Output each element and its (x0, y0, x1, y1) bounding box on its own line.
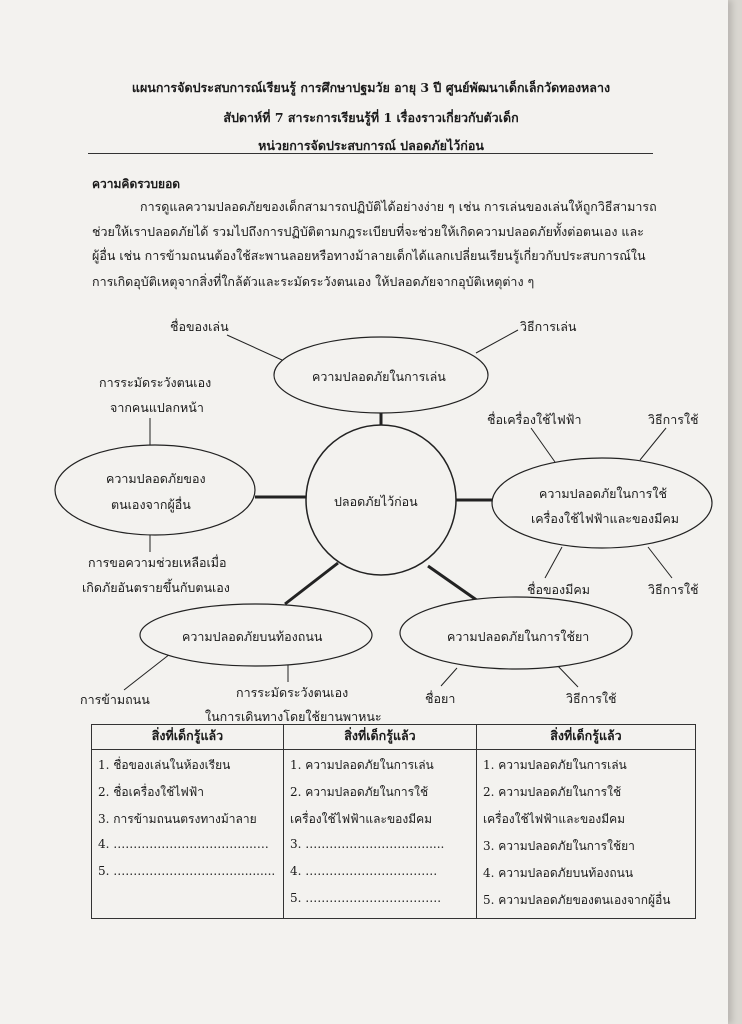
self-title-2: ตนเองจากผู้อื่น (111, 497, 191, 512)
concept-line-3: ผู้อื่น เช่น การข้ามถนนต้องใช้สะพานลอยหรือทางม้าลายเด็กได้แลกเปลี่ยนเรียนรู้เกี่ยวกับประสบการณ์ใน (92, 248, 646, 263)
self-top-1: การระมัดระวังตนเอง (99, 375, 212, 390)
list-item: เครื่องใช้ไฟฟ้าและของมีคม (290, 812, 433, 826)
spoke-elec-1 (531, 428, 555, 462)
list-item: 4. ความปลอดภัยบนท้องถนน (483, 866, 634, 880)
header-line-1: แผนการจัดประสบการณ์เรียนรู้ การศึกษาปฐมวัย อายุ 3 ปี ศูนย์พัฒนาเด็กเล็กวัดทองหลาง (131, 80, 611, 95)
connector-road (285, 563, 338, 604)
table-header-3: สิ่งที่เด็กรู้แล้ว (477, 725, 696, 750)
list-item: 1. ความปลอดภัยในการเล่น (483, 758, 627, 772)
spoke-play-1 (227, 335, 282, 360)
list-item: 2. ความปลอดภัยในการใช้ (483, 785, 622, 799)
road-sub-2b: ในการเดินทางโดยใช้ยานพาหนะ (205, 709, 382, 724)
play-sub-2: วิธีการเล่น (520, 319, 577, 334)
list-item: 4. …………………………… (290, 864, 438, 878)
list-item: 5. ความปลอดภัยของตนเองจากผู้อื่น (483, 893, 671, 907)
self-bot-1: การขอความช่วยเหลือเมื่อ (88, 555, 227, 570)
knowledge-table (91, 724, 696, 919)
spoke-road-1 (124, 654, 170, 690)
road-sub-2a: การระมัดระวังตนเอง (236, 685, 349, 700)
concept-line-1: การดูแลความปลอดภัยของเด็กสามารถปฏิบัติได้อย่างง่าย ๆ เช่น การเล่นของเล่นให้ถูกวิธีสามารถ (140, 199, 657, 214)
concept-title: ความคิดรวบยอด (92, 177, 181, 191)
spoke-elec-4 (648, 547, 672, 578)
road-sub-1: การข้ามถนน (80, 692, 150, 707)
concept-line-4: การเกิดอุบัติเหตุจากสิ่งที่ใกล้ตัวและระมัดระวังตนเอง ให้ปลอดภัยจากอุบัติเหตุต่าง ๆ (92, 274, 535, 289)
list-item: 3. …………………………..... (290, 837, 445, 851)
electric-sub-3: ชื่อของมีคม (527, 582, 590, 597)
table-header-1: สิ่งที่เด็กรู้แล้ว (92, 725, 284, 750)
list-item: 5. …………………………........... (98, 864, 276, 878)
play-title: ความปลอดภัยในการเล่น (312, 369, 446, 384)
table-header-2: สิ่งที่เด็กรู้แล้ว (284, 725, 477, 750)
header-line-2: สัปดาห์ที่ 7 สาระการเรียนรู้ที่ 1 เรื่องราวเกี่ยวกับตัวเด็ก (223, 110, 519, 125)
road-title: ความปลอดภัยบนท้องถนน (182, 629, 323, 644)
table-col-1 (92, 750, 284, 919)
medicine-sub-2: วิธีการใช้ (566, 691, 617, 706)
self-bot-2: เกิดภัยอันตรายขึ้นกับตนเอง (82, 580, 230, 595)
concept-line-2: ช่วยให้เราปลอดภัยได้ รวมไปถึงการปฏิบัติตามกฎระเบียบที่จะช่วยให้เกิดความปลอดภัยทั้งต่อตนเอง และ (92, 224, 644, 239)
connector-medicine (428, 566, 478, 601)
header-line-3: หน่วยการจัดประสบการณ์ ปลอดภัยไว้ก่อน (258, 138, 484, 153)
electric-sub-4: วิธีการใช้ (648, 582, 699, 597)
table-row (92, 750, 696, 919)
table-col-3 (477, 750, 696, 919)
self-top-2: จากคนแปลกหน้า (110, 400, 204, 415)
electric-title-2: เครื่องใช้ไฟฟ้าและของมีคม (531, 511, 679, 526)
self-title-1: ความปลอดภัยของ (106, 471, 206, 486)
electric-title-1: ความปลอดภัยในการใช้ (539, 486, 667, 501)
list-item: 2. ชื่อเครื่องใช้ไฟฟ้า (98, 785, 205, 799)
center-label: ปลอดภัยไว้ก่อน (334, 494, 418, 509)
medicine-title: ความปลอดภัยในการใช้ยา (447, 629, 590, 644)
spoke-play-2 (476, 330, 518, 353)
list-item: 3. การข้ามถนนตรงทางม้าลาย (98, 812, 257, 826)
table-header-row (92, 725, 696, 750)
list-item: 2. ความปลอดภัยในการใช้ (290, 785, 429, 799)
list-item: 1. ชื่อของเล่นในห้องเรียน (98, 758, 231, 772)
medicine-sub-1: ชื่อยา (425, 691, 456, 706)
spoke-elec-2 (640, 428, 666, 460)
list-item: 1. ความปลอดภัยในการเล่น (290, 758, 434, 772)
table-col-2 (284, 750, 477, 919)
play-sub-1: ชื่อของเล่น (170, 319, 229, 334)
list-item: 4. ……………………………..…. (98, 837, 269, 851)
electric-sub-2: วิธีการใช้ (648, 412, 699, 427)
list-item: 3. ความปลอดภัยในการใช้ยา (483, 839, 635, 853)
spoke-elec-3 (545, 547, 562, 578)
list-item: เครื่องใช้ไฟฟ้าและของมีคม (483, 812, 626, 826)
electric-sub-1: ชื่อเครื่องใช้ไฟฟ้า (487, 412, 582, 427)
ellipse-self (55, 445, 255, 535)
spoke-med-1 (441, 668, 457, 686)
list-item: 5. ……………………………. (290, 891, 442, 905)
